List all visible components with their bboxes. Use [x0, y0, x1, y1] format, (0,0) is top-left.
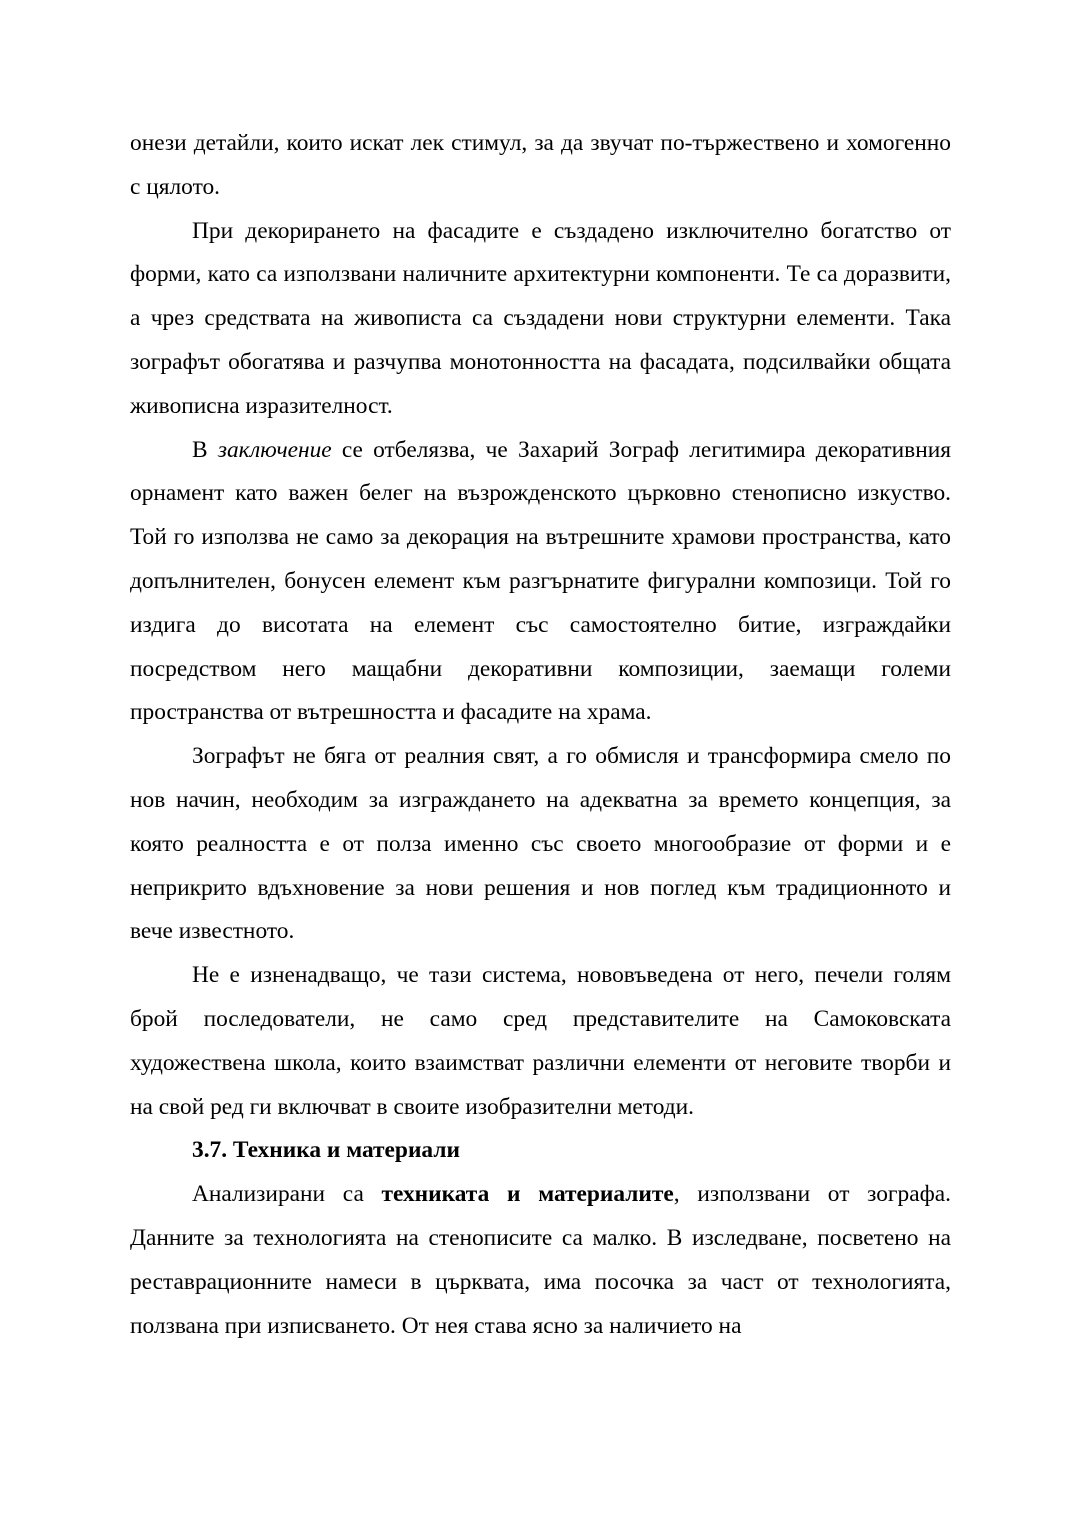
conclusion-text: се отбелязва, че Захарий Зограф легитимира декоративния орнамент като важен белег на възрожденското църковно стенописно изкуство. Той го използва не само за декорация на вътрешните храмови пространства, като допълнителен, бонусен елемент към разгърнатите фигурални композици. Той го издига до висотата на елемент със самостоятелно битие, изграждайки посредством него мащабни декоративни композиции, заемащи големи пространства от вътрешността и фасадите на храма. [130, 436, 951, 726]
paragraph-real-world: Зографът не бяга от реалния свят, а го обмисля и трансформира смело по нов начин, необходим за изграждането на адекватна за времето концепция, за която реалността е от полза именно със своето многообразие от форми и е неприкрито вдъхновение за нови решения и нов поглед към традиционното и вече известното. [130, 743, 951, 945]
technique-text: , използвани от зографа. Данните за технологията на стенописите са малко. В изследване, посветено на реставрационните намеси в църквата, има посочка за част от технологията, ползвана при изписването. От нея става ясно за наличието на [130, 1181, 951, 1339]
conclusion-lead: В [192, 436, 218, 463]
document-page [130, 122, 951, 1348]
conclusion-emphasis: заключение [217, 436, 332, 463]
paragraph-technique [130, 1173, 951, 1348]
technique-bold: техниката и материалите [381, 1181, 674, 1208]
section-heading: 3.7. Техника и материали [192, 1137, 460, 1164]
paragraph-facades: При декорирането на фасадите е създадено изключително богатство от форми, като са използвани наличните архитектурни компоненти. Те са доразвити, а чрез средствата на живописта са създадени нови структурни елементи. Така зографът обогатява и разчупва монотонността на фасадата, подсилвайки общата живописна изразителност. [130, 217, 951, 419]
paragraph-continuation: онези детайли, които искат лек стимул, за да звучат по-тържествено и хомогенно с цялото. [130, 130, 951, 200]
technique-lead: Анализирани са [192, 1181, 382, 1208]
paragraph-conclusion [130, 429, 951, 736]
paragraph-followers: Не е изненадващо, че тази система, нововъведена от него, печели голям брой последователи, не само сред представителите на Самоковската художествена школа, които взаимстват различни елементи от неговите творби и на свой ред ги включват в своите изобразителни методи. [130, 962, 951, 1120]
